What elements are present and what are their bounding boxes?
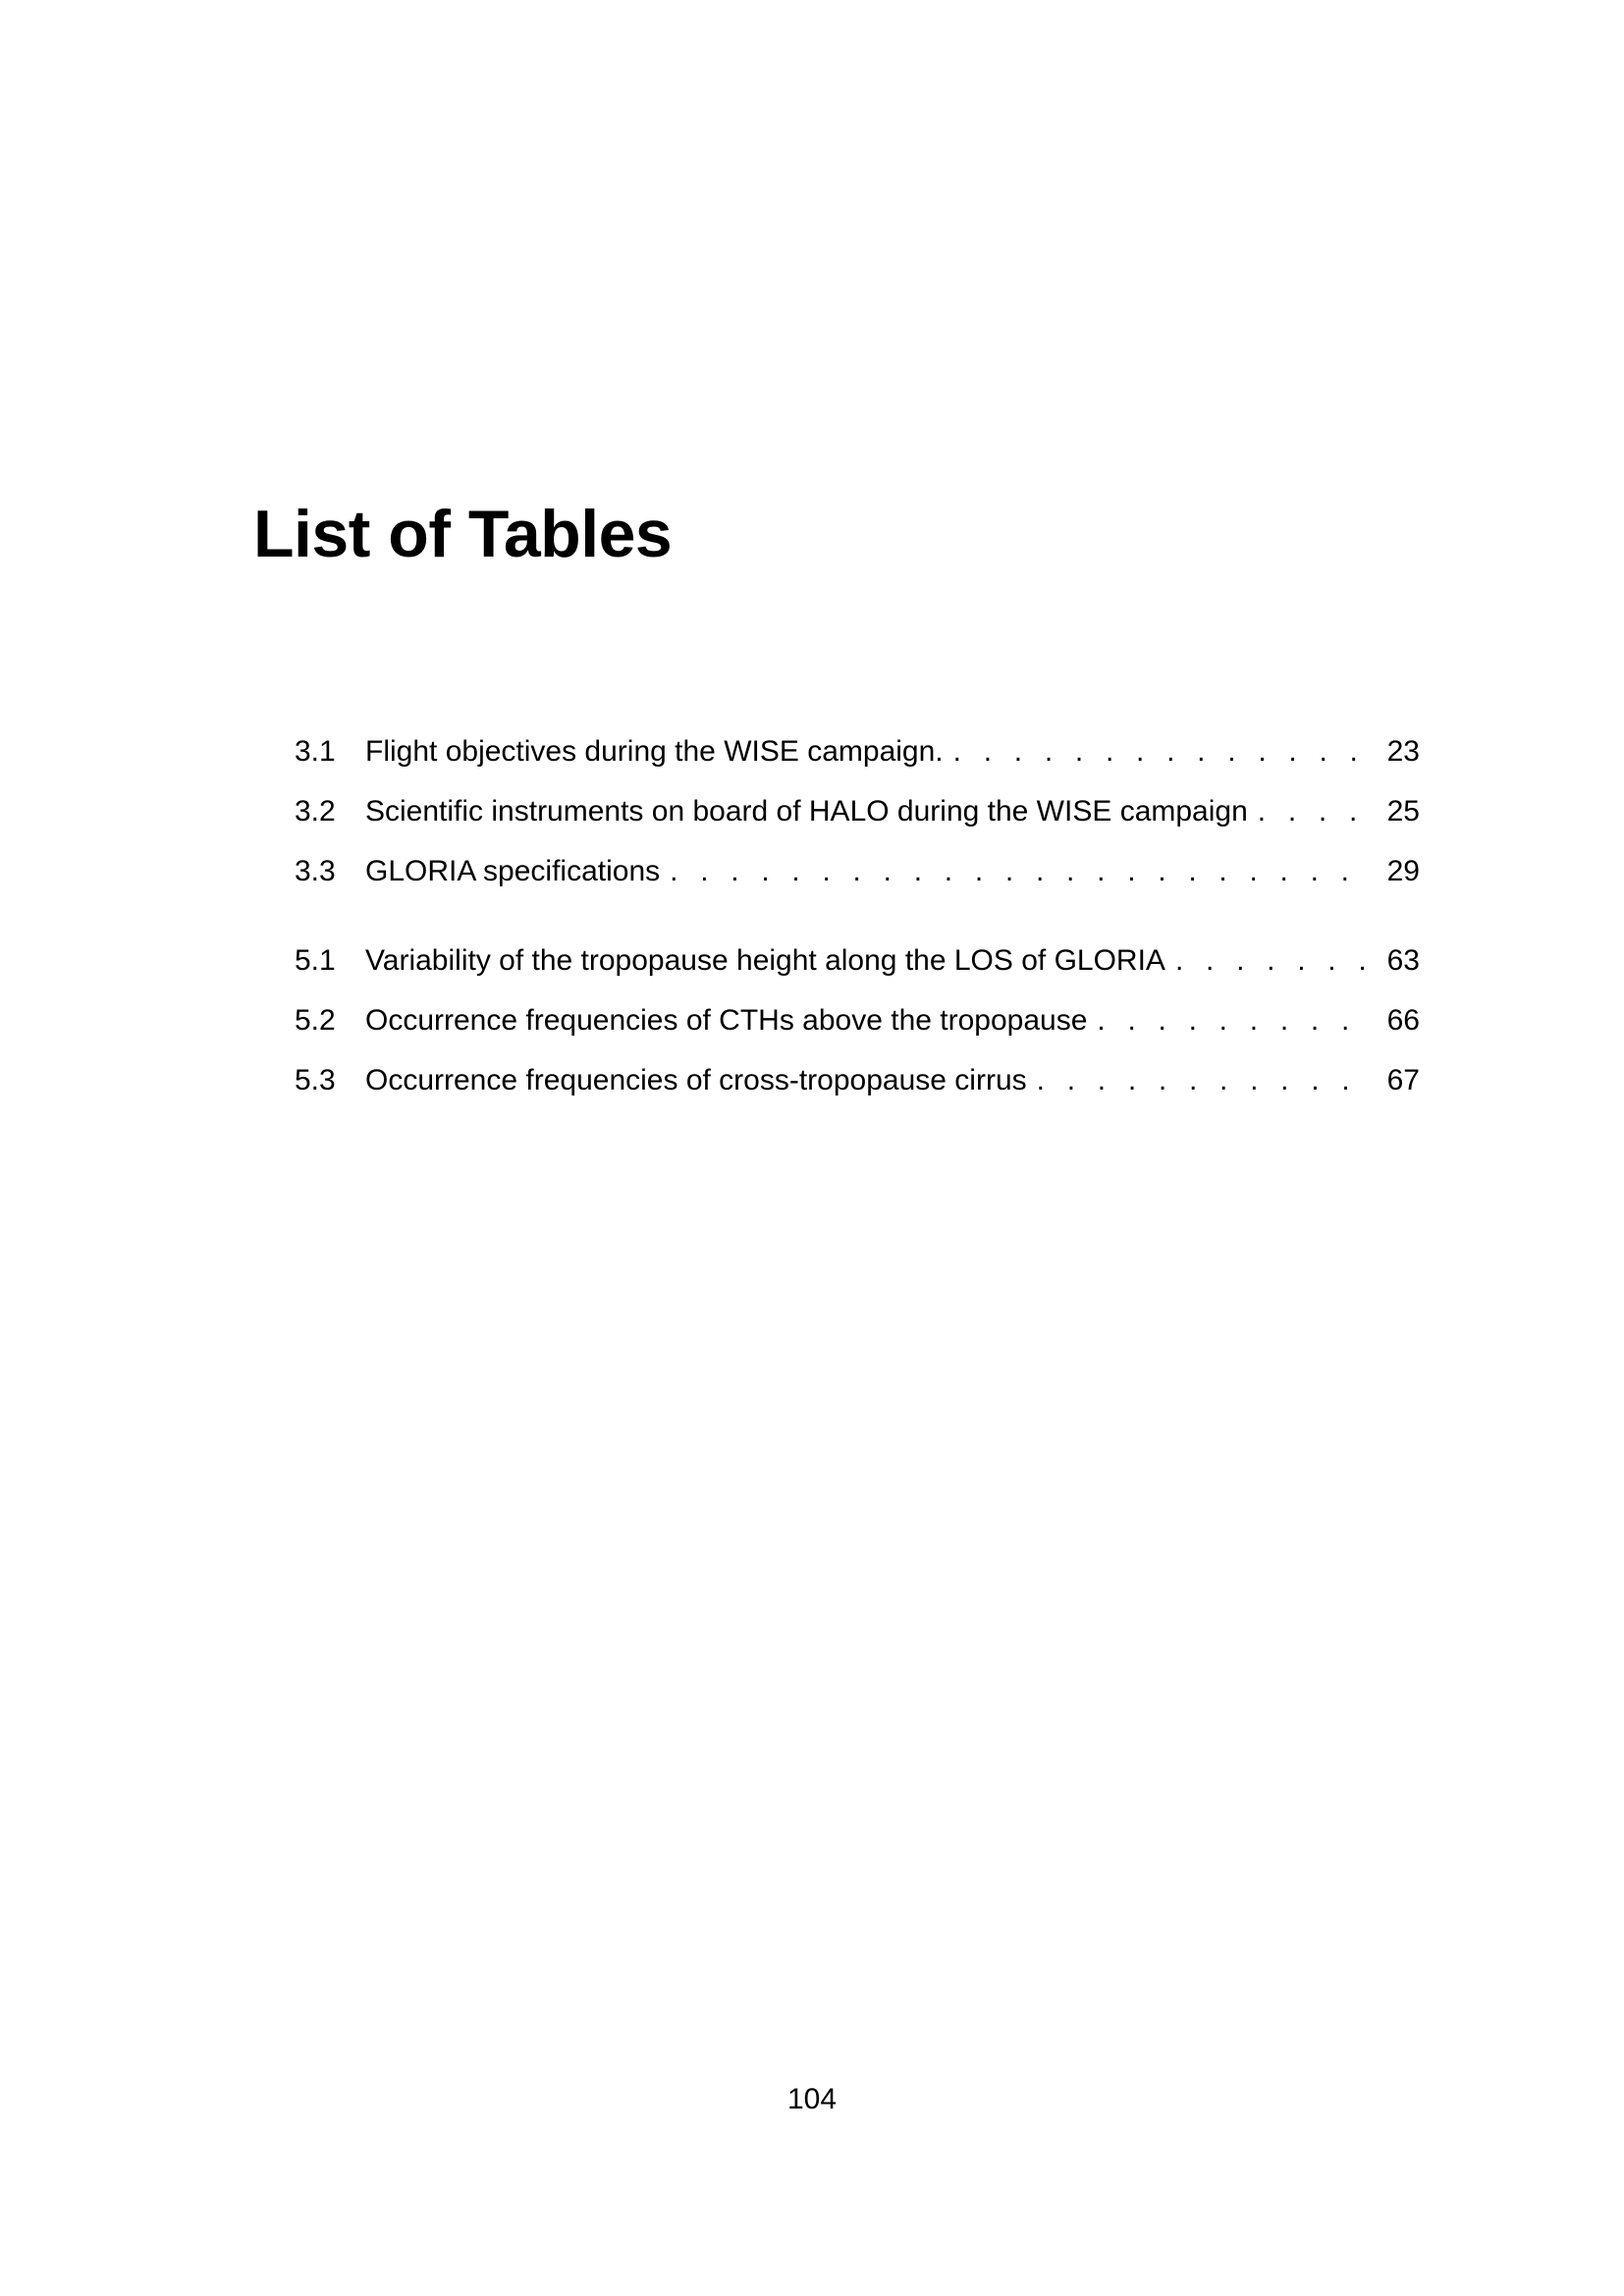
entry-page-number: 66 — [1386, 1004, 1420, 1037]
toc-entry[interactable] — [295, 943, 1420, 1003]
entry-number: 3.3 — [295, 855, 336, 887]
dot-leader — [1258, 794, 1367, 829]
dot-leader — [1037, 1063, 1367, 1098]
entry-number: 5.3 — [295, 1064, 336, 1096]
toc-group-chapter-3 — [295, 734, 1420, 914]
toc-entry[interactable] — [295, 1063, 1420, 1123]
page-number: 104 — [786, 2083, 838, 2115]
page-title: List of Tables — [253, 497, 673, 571]
entry-page-number: 25 — [1386, 795, 1420, 828]
toc-entry[interactable] — [295, 794, 1420, 854]
list-of-tables — [295, 734, 1420, 1123]
dot-leader — [1175, 943, 1367, 979]
dot-leader — [953, 734, 1367, 770]
toc-entry[interactable] — [295, 854, 1420, 914]
entry-title: Occurrence frequencies of cross-tropopause cirrus — [365, 1063, 1037, 1098]
toc-group-chapter-5 — [295, 943, 1420, 1123]
entry-page-number: 63 — [1386, 944, 1420, 977]
dot-leader — [670, 854, 1367, 889]
entry-title: Variability of the tropopause height along the LOS of GLORIA — [365, 943, 1175, 979]
entry-title: Scientific instruments on board of HALO during the WISE campaign — [365, 794, 1258, 829]
entry-page-number: 67 — [1386, 1064, 1420, 1096]
entry-title: Flight objectives during the WISE campaign. — [365, 734, 953, 770]
toc-entry[interactable] — [295, 734, 1420, 794]
entry-number: 5.1 — [295, 944, 336, 977]
entry-number: 3.2 — [295, 795, 336, 828]
toc-entry[interactable] — [295, 1003, 1420, 1063]
entry-title: Occurrence frequencies of CTHs above the tropopause — [365, 1003, 1097, 1039]
entry-number: 5.2 — [295, 1004, 336, 1037]
entry-number: 3.1 — [295, 735, 336, 768]
entry-page-number: 29 — [1386, 855, 1420, 887]
entry-page-number: 23 — [1386, 735, 1420, 768]
entry-title: GLORIA specifications — [365, 854, 670, 889]
dot-leader — [1097, 1003, 1367, 1039]
